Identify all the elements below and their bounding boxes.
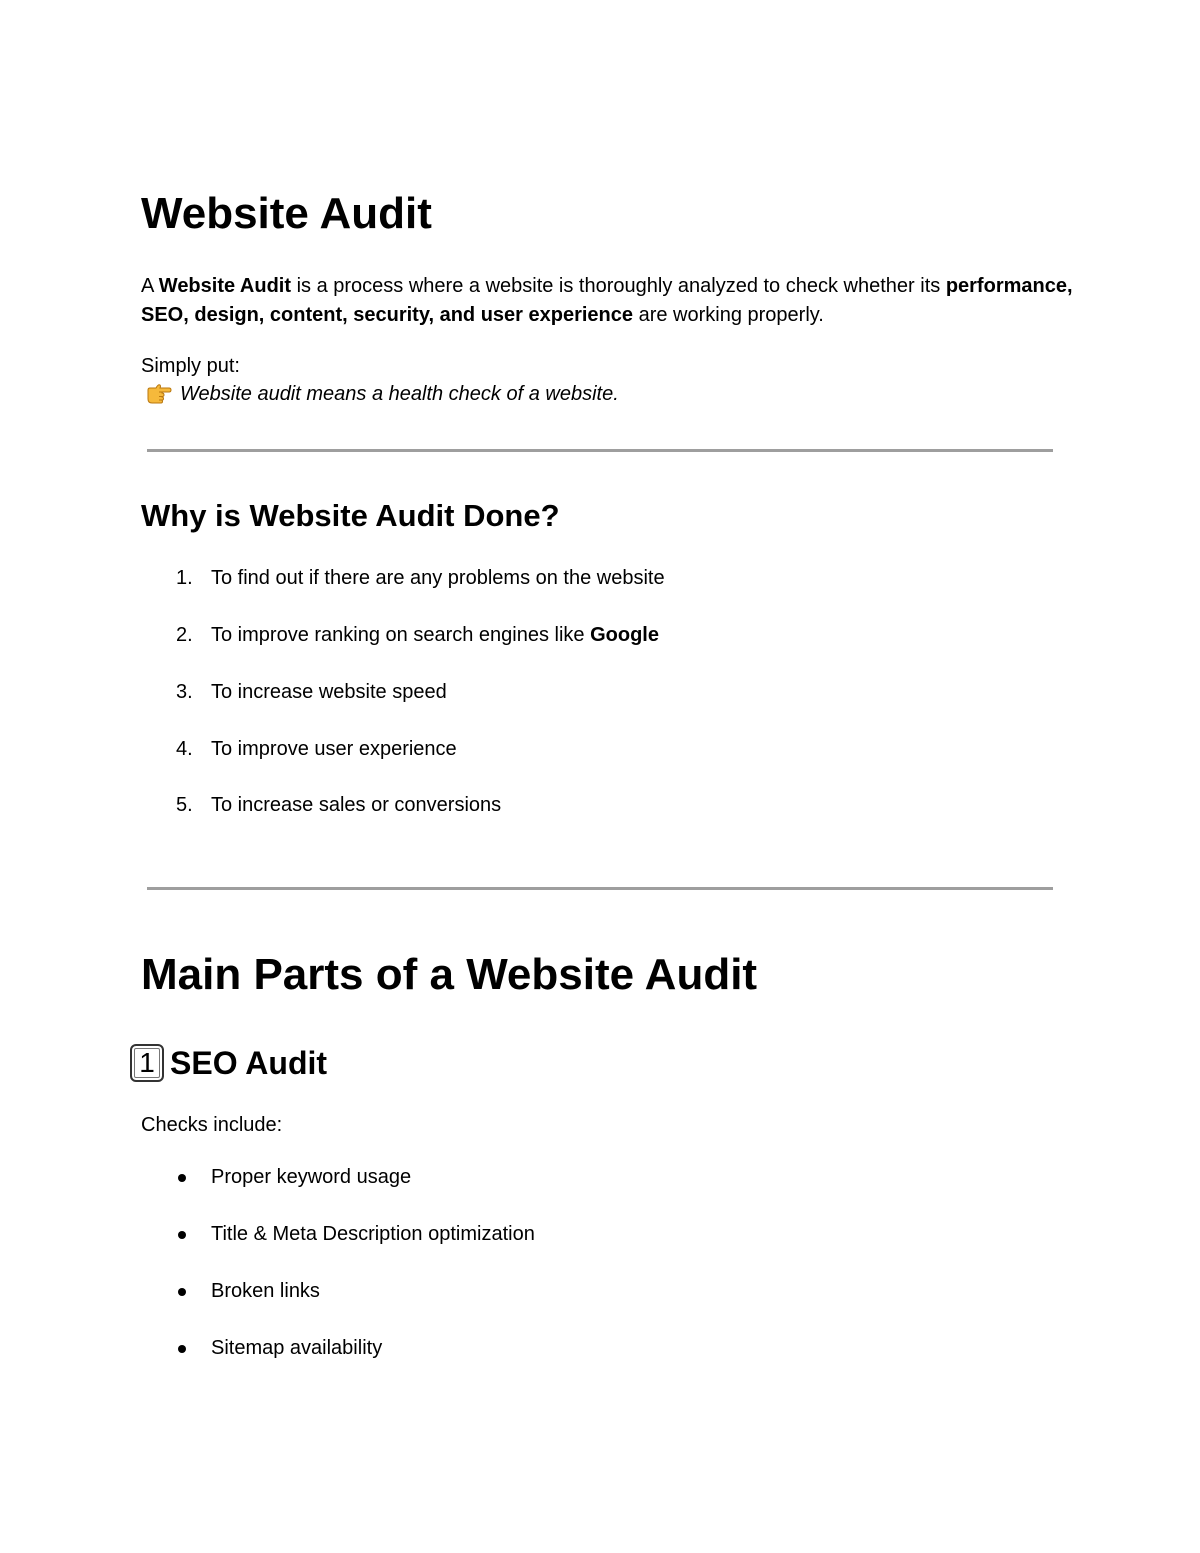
- list-item-text: Title & Meta Description optimization: [211, 1223, 535, 1245]
- backhand-index-pointing-right-icon: [146, 382, 172, 404]
- list-item-text: Broken links: [211, 1280, 320, 1302]
- list-number: 1.: [176, 567, 193, 589]
- list-item-text: Proper keyword usage: [211, 1166, 412, 1188]
- simply-put-label: Simply put:: [141, 355, 240, 377]
- intro-text-3: are working properly.: [633, 303, 824, 326]
- intro-text-2: is a process where a website is thoroughly analyzed to check whether its: [291, 275, 946, 297]
- bullet-icon: [178, 1345, 186, 1353]
- seo-audit-heading-text: SEO Audit: [170, 1045, 328, 1081]
- pointer-line: [146, 380, 619, 408]
- bullet-icon: [178, 1288, 186, 1296]
- seo-audit-heading: [130, 1043, 327, 1083]
- main-parts-heading: Main Parts of a Website Audit: [141, 950, 758, 999]
- list-item-bold: Google: [590, 624, 659, 646]
- list-item-text: To improve ranking on search engines like: [211, 624, 591, 646]
- document-title: Website Audit: [141, 189, 432, 238]
- keycap-one-icon: 1: [130, 1044, 164, 1082]
- list-number: 2.: [176, 624, 193, 646]
- horizontal-divider-1: [147, 449, 1053, 452]
- list-item-text: Sitemap availability: [211, 1337, 383, 1359]
- list-number: 5.: [176, 794, 193, 816]
- why-heading: Why is Website Audit Done?: [141, 498, 560, 533]
- bullet-icon: [178, 1174, 186, 1182]
- list-item-text: To find out if there are any problems on the website: [211, 567, 665, 589]
- intro-bold-aspects: performance, SEO, design, content, security, and user experience: [141, 275, 1073, 326]
- list-number: 4.: [176, 738, 193, 760]
- list-item-text-wrap: [211, 621, 659, 649]
- list-number: 3.: [176, 681, 193, 703]
- bullet-icon: [178, 1231, 186, 1239]
- pointer-text: Website audit means a health check of a website.: [180, 383, 619, 405]
- intro-paragraph: [141, 272, 1101, 329]
- list-item-text: To increase website speed: [211, 681, 447, 703]
- intro-bold-term: Website Audit: [158, 275, 292, 297]
- list-item-text: To increase sales or conversions: [211, 794, 502, 816]
- list-item-text: To improve user experience: [211, 738, 457, 760]
- checks-include-label: Checks include:: [141, 1114, 283, 1136]
- horizontal-divider-2: [147, 887, 1053, 890]
- intro-text-1: A: [141, 275, 159, 297]
